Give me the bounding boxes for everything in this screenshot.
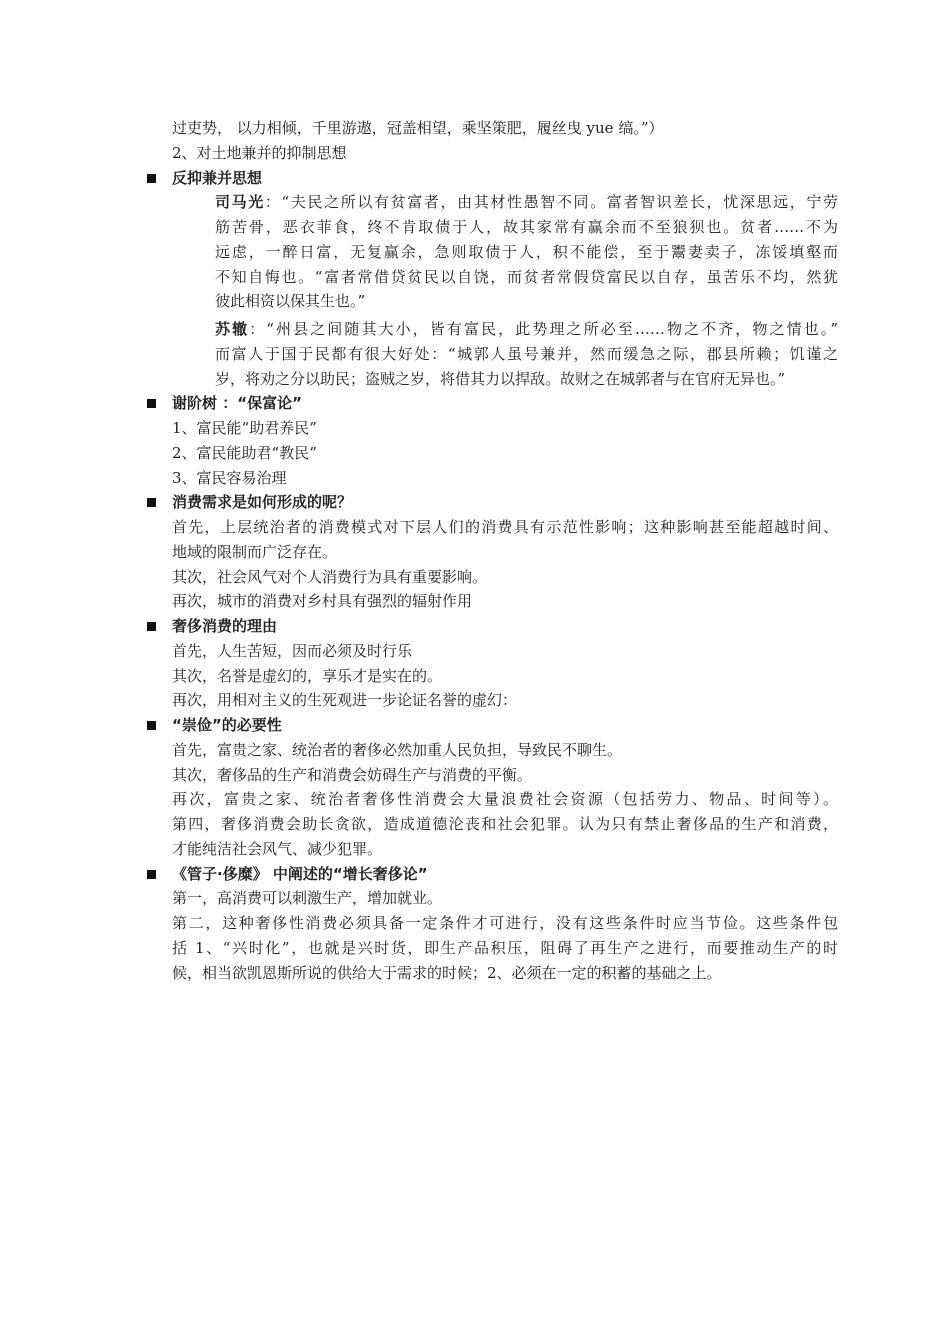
heading-text: 消费需求是如何形成的呢？ (172, 493, 353, 512)
line-text: 其次，名誉是虚幻的，享乐才是实在的。 (172, 666, 443, 685)
square-bullet-icon (147, 498, 156, 507)
heading-text: 奢侈消费的理由 (172, 617, 278, 635)
square-bullet-icon (147, 870, 156, 879)
line-text: 3、富民容易治理 (172, 468, 287, 487)
line-text: 远虑，一醉日富，无复赢余，急则取债于人，积不能偿，至于鬻妻卖子，冻馁填壑而 (215, 242, 838, 261)
line-text: 第二，这种奢侈性消费必须具备一定条件才可进行，没有这些条件时应当节俭。这些条件包 (172, 914, 838, 932)
section-line (172, 837, 382, 861)
section-line (172, 961, 722, 985)
line-text: 候，相当欲凯恩斯所说的供给大于需求的时候；2、必须在一定的积蓄的基础之上。 (172, 963, 722, 982)
quote-line (215, 215, 838, 239)
heading-text: 谢阶树 ：“保富论” (172, 394, 302, 413)
section-heading (172, 391, 302, 415)
line-text: 才能纯洁社会风气、减少犯罪。 (172, 839, 383, 858)
square-bullet-icon (147, 174, 156, 183)
section-line (172, 664, 442, 688)
line-text: 首先，富贵之家、统治者的奢侈必然加重人民负担，导致民不聊生。 (172, 740, 623, 759)
section-line (172, 812, 838, 836)
intro-line (172, 141, 347, 165)
section-line (172, 441, 317, 465)
section-line (172, 763, 532, 787)
line-text: ：“州县之间随其大小，皆有富民，此势理之所必至……物之不齐，物之情也。” (249, 320, 838, 338)
square-bullet-icon (147, 622, 156, 631)
heading-text: 《管子·侈糜》 中阐述的“增长奢侈论” (172, 864, 428, 883)
quote-line (215, 265, 838, 289)
line-text: 2、富民能助君“教民” (172, 443, 317, 462)
line-text: 再次，用相对主义的生死观进一步论证名誉的虚幻： (172, 691, 518, 710)
line-text: 岁，将劝之分以助民；盗贼之岁，将借其力以捍敌。故财之在城郭者与在官府无异也。” (215, 369, 786, 388)
heading-text: “崇俭”的必要性 (172, 716, 282, 734)
line-text: ：“夫民之所以有贫富者，由其材性愚智不同。富者智识差长，忧深思远，宁劳 (264, 193, 838, 212)
intro-line (172, 116, 664, 140)
section-heading (172, 166, 262, 190)
line-text: 首先，上层统治者的消费模式对下层人们的消费具有示范性影响；这种影响甚至能超越时间、 (172, 518, 838, 536)
line-text: 其次，社会风气对个人消费行为具有重要影响。 (172, 567, 488, 586)
square-bullet-icon (147, 721, 156, 730)
line-text: 括 1、“兴时化”，也就是兴时货，即生产品积压，阻碍了再生产之进行，而要推动生产的时 (172, 938, 838, 957)
section-line (172, 787, 838, 811)
section-line (172, 936, 838, 960)
section-line (172, 466, 287, 490)
heading-text: 反抑兼并思想 (172, 168, 263, 187)
square-bullet-icon (147, 399, 156, 408)
line-text: 首先，人生苦短，因而必须及时行乐 (172, 641, 413, 660)
section-line (172, 886, 442, 910)
section-line (172, 565, 487, 589)
line-text: 再次，富贵之家、统治者奢侈性消费会大量浪费社会资源（包括劳力、物品、时间等）。 (172, 790, 838, 809)
line-text: 再次，城市的消费对乡村具有强烈的辐射作用 (172, 592, 473, 611)
quote-line (215, 367, 785, 391)
section-line (172, 911, 838, 935)
quote-line (215, 342, 838, 366)
line-text: 其次，奢侈品的生产和消费会妨碍生产与消费的平衡。 (172, 765, 533, 784)
line-text: 第四，奢侈消费会助长贪欲，造成道德沦丧和社会犯罪。认为只有禁止奢侈品的生产和消费， (172, 815, 838, 833)
section-line (172, 589, 472, 613)
quote-line (215, 240, 838, 264)
speaker-name: 苏辙 (215, 320, 250, 338)
section-line (172, 688, 517, 712)
section-line (172, 540, 337, 564)
section-line (172, 639, 412, 663)
line-text: 1、富民能“助君养民” (172, 419, 317, 437)
section-heading (172, 490, 352, 514)
quote-line (215, 289, 365, 313)
line-text: 彼此相资以保其生也。” (215, 292, 366, 311)
section-heading (172, 713, 282, 737)
line-text: 地域的限制而广泛存在。 (172, 542, 338, 561)
quote-line (215, 190, 838, 214)
section-line (172, 416, 317, 440)
section-heading (172, 862, 428, 886)
line-text: 第一，高消费可以刺激生产，增加就业。 (172, 889, 443, 908)
line-text: 不知自悔也。“富者常借贷贫民以自饶，而贫者常假贷富民以自存，虽苦乐不均，然犹 (215, 267, 838, 286)
quote-line (215, 317, 838, 341)
section-line (172, 738, 622, 762)
section-line (172, 515, 838, 539)
speaker-name: 司马光 (215, 193, 265, 212)
line-text: 2、对土地兼并的抑制思想 (172, 143, 347, 162)
line-text: 筋苦骨，恶衣菲食，终不肯取债于人，故其家常有赢余而不至狼狈也。贫者……不为 (215, 218, 838, 236)
line-text: 过吏势， 以力相倾，千里游遨，冠盖相望，乘坚策肥，履丝曳 yue 缟。”） (172, 119, 664, 137)
section-heading (172, 614, 277, 638)
line-text: 而富人于国于民都有很大好处：“城郭人虽号兼并，然而缓急之际，郡县所赖；饥谨之 (215, 344, 838, 363)
